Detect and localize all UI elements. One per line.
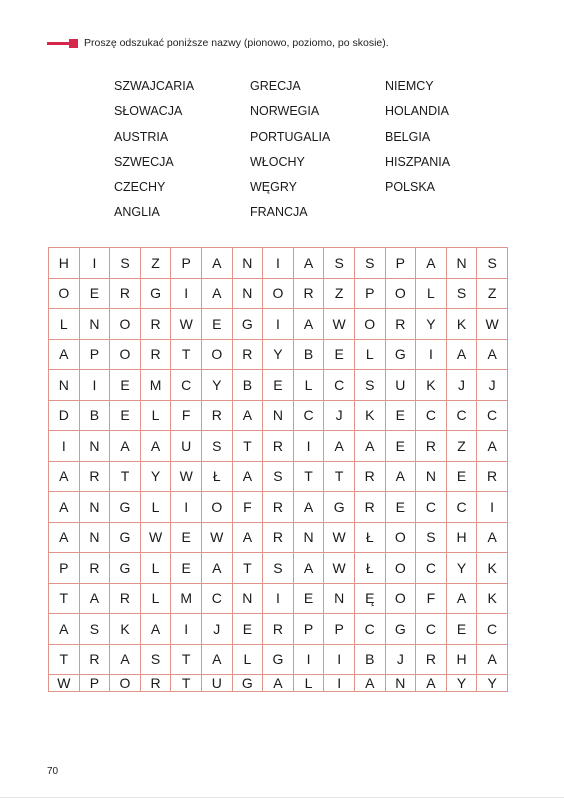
grid-cell: F [416,584,447,615]
grid-cell: C [477,614,508,645]
grid-cell: I [324,675,355,692]
grid-cell: B [233,370,264,401]
grid-cell: J [477,370,508,401]
grid-cell: H [447,523,478,554]
grid-cell: Z [324,279,355,310]
grid-cell: O [202,492,233,523]
grid-cell: E [447,462,478,493]
word-item: SŁOWACJA [114,104,183,119]
grid-cell: A [141,614,172,645]
grid-cell: E [110,370,141,401]
page-number: 70 [47,766,59,777]
grid-cell: R [141,675,172,692]
grid-cell: P [49,553,80,584]
grid-cell: R [80,645,111,676]
grid-cell: A [141,431,172,462]
word-item: ANGLIA [114,205,160,220]
grid-cell: K [355,401,386,432]
grid-cell: G [110,523,141,554]
grid-cell: P [80,675,111,692]
grid-cell: G [324,492,355,523]
grid-cell: W [202,523,233,554]
grid-cell: P [324,614,355,645]
grid-cell: A [416,248,447,279]
grid-cell: F [171,401,202,432]
grid-cell: E [386,401,417,432]
grid-cell: L [141,584,172,615]
grid-cell: R [416,645,447,676]
grid-cell: Z [477,279,508,310]
grid-cell: W [141,523,172,554]
grid-cell: T [49,584,80,615]
grid-cell: B [355,645,386,676]
grid-cell: S [355,248,386,279]
grid-cell: R [141,309,172,340]
grid-cell: K [477,584,508,615]
page-bottom-divider [0,797,564,798]
word-item: HISZPANIA [385,154,451,169]
grid-cell: K [110,614,141,645]
grid-cell: S [80,614,111,645]
grid-cell: N [294,523,325,554]
grid-cell: O [386,523,417,554]
grid-cell: L [141,553,172,584]
grid-cell: W [171,462,202,493]
grid-cell: L [294,370,325,401]
grid-cell: G [110,492,141,523]
grid-cell: K [416,370,447,401]
word-item: WĘGRY [250,180,297,195]
grid-cell: N [233,248,264,279]
grid-cell: E [263,370,294,401]
grid-cell: T [49,645,80,676]
grid-cell: A [447,340,478,371]
grid-cell: I [80,248,111,279]
grid-cell: R [263,431,294,462]
grid-cell: I [171,279,202,310]
grid-cell: Ł [202,462,233,493]
word-item: CZECHY [114,180,166,195]
grid-cell: W [49,675,80,692]
grid-cell: E [110,401,141,432]
grid-cell: N [386,675,417,692]
grid-cell: J [324,401,355,432]
grid-cell: A [447,584,478,615]
grid-cell: A [233,523,264,554]
grid-cell: A [263,675,294,692]
grid-cell: A [477,645,508,676]
grid-cell: I [263,584,294,615]
word-item: NIEMCY [385,79,434,93]
grid-cell: M [171,584,202,615]
grid-cell: O [263,279,294,310]
grid-cell: C [416,614,447,645]
grid-cell: C [416,553,447,584]
grid-cell: A [416,675,447,692]
grid-cell: R [477,462,508,493]
grid-cell: G [233,675,264,692]
grid-cell: L [141,492,172,523]
grid-cell: M [141,370,172,401]
grid-cell: N [233,584,264,615]
grid-cell: I [80,370,111,401]
grid-cell: R [386,309,417,340]
grid-cell: N [263,401,294,432]
grid-cell: O [386,553,417,584]
grid-cell: C [324,370,355,401]
grid-cell: R [355,492,386,523]
grid-cell: O [110,309,141,340]
grid-cell: E [171,523,202,554]
grid-cell: R [110,584,141,615]
grid-cell: R [416,431,447,462]
grid-cell: N [80,523,111,554]
word-column [250,76,390,228]
grid-cell: S [263,553,294,584]
word-item: HOLANDIA [385,104,449,119]
grid-cell: C [294,401,325,432]
grid-cell: K [477,553,508,584]
word-search-grid [48,247,508,692]
grid-cell: T [171,675,202,692]
grid-cell: C [202,584,233,615]
grid-cell: T [171,645,202,676]
grid-cell: E [171,553,202,584]
grid-cell: A [477,523,508,554]
grid-cell: A [294,492,325,523]
grid-cell: A [233,401,264,432]
grid-cell: D [49,401,80,432]
bullet-marker-icon [47,39,78,48]
grid-cell: E [386,492,417,523]
grid-cell: U [386,370,417,401]
grid-cell: A [49,492,80,523]
grid-cell: R [202,401,233,432]
grid-cell: N [324,584,355,615]
grid-cell: S [202,431,233,462]
grid-cell: I [171,492,202,523]
grid-cell: C [447,401,478,432]
grid-cell: P [171,248,202,279]
grid-cell: T [110,462,141,493]
word-item: SZWAJCARIA [114,79,195,93]
grid-cell: N [416,462,447,493]
word-column [114,76,254,228]
word-column [385,76,525,202]
grid-cell: L [141,401,172,432]
grid-cell: A [355,431,386,462]
grid-cell: W [324,553,355,584]
grid-cell: O [110,675,141,692]
grid-cell: L [49,309,80,340]
instruction [47,37,389,49]
grid-cell: Ł [355,553,386,584]
grid-cell: R [233,340,264,371]
grid-cell: A [202,248,233,279]
grid-cell: A [324,431,355,462]
grid-cell: P [294,614,325,645]
grid-cell: Y [263,340,294,371]
grid-cell: R [263,492,294,523]
grid-cell: G [386,614,417,645]
grid-cell: S [355,370,386,401]
grid-cell: A [49,462,80,493]
grid-cell: W [324,523,355,554]
grid-cell: G [233,309,264,340]
grid-cell: L [233,645,264,676]
grid-cell: A [294,309,325,340]
grid-cell: E [324,340,355,371]
grid-cell: C [477,401,508,432]
instruction-text: Proszę odszukać poniższe nazwy (pionowo, poziomo, po skosie). [84,37,389,49]
grid-cell: P [80,340,111,371]
grid-cell: T [324,462,355,493]
grid-cell: A [202,553,233,584]
word-item: GRECJA [250,79,301,93]
grid-cell: L [416,279,447,310]
grid-cell: S [447,279,478,310]
grid-cell: Y [416,309,447,340]
grid-cell: C [416,401,447,432]
grid-cell: L [294,675,325,692]
grid-cell: R [141,340,172,371]
grid-cell: Ł [355,523,386,554]
grid-cell: A [477,340,508,371]
grid-cell: A [49,340,80,371]
grid-cell: I [263,309,294,340]
grid-cell: K [447,309,478,340]
grid-cell: O [355,309,386,340]
word-item: WŁOCHY [250,154,305,169]
grid-cell: B [80,401,111,432]
grid-cell: W [477,309,508,340]
grid-cell: I [416,340,447,371]
grid-cell: F [233,492,264,523]
grid-cell: Z [447,431,478,462]
grid-cell: Y [477,675,508,692]
grid-cell: Y [202,370,233,401]
grid-cell: A [202,645,233,676]
grid-cell: E [294,584,325,615]
grid-cell: R [110,279,141,310]
grid-cell: R [263,523,294,554]
grid-cell: A [110,645,141,676]
grid-cell: A [49,523,80,554]
grid-cell: R [80,553,111,584]
grid-cell: Y [141,462,172,493]
grid-cell: I [49,431,80,462]
grid-cell: N [80,492,111,523]
grid-cell: A [49,614,80,645]
grid-cell: N [447,248,478,279]
grid-cell: H [447,645,478,676]
grid-cell: O [386,584,417,615]
grid-cell: U [171,431,202,462]
grid-cell: B [294,340,325,371]
grid-cell: I [324,645,355,676]
grid-cell: J [447,370,478,401]
grid-cell: T [294,462,325,493]
grid-cell: Y [447,675,478,692]
grid-cell: T [171,340,202,371]
word-item: FRANCJA [250,205,308,220]
grid-cell: N [49,370,80,401]
grid-cell: L [355,340,386,371]
grid-cell: G [141,279,172,310]
grid-cell: N [80,309,111,340]
grid-cell: C [447,492,478,523]
grid-cell: E [447,614,478,645]
grid-cell: A [386,462,417,493]
grid-cell: P [355,279,386,310]
grid-cell: J [386,645,417,676]
grid-cell: S [141,645,172,676]
grid-cell: T [233,431,264,462]
grid-cell: S [477,248,508,279]
grid-cell: A [355,675,386,692]
grid-cell: S [110,248,141,279]
word-item: SZWECJA [114,154,174,169]
grid-cell: S [263,462,294,493]
grid-cell: I [294,431,325,462]
grid-cell: A [477,431,508,462]
grid-cell: J [202,614,233,645]
grid-cell: G [386,340,417,371]
grid-cell: R [263,614,294,645]
grid-cell: O [386,279,417,310]
grid-cell: I [263,248,294,279]
grid-cell: O [110,340,141,371]
grid-cell: O [49,279,80,310]
grid-cell: S [416,523,447,554]
grid-cell: A [233,462,264,493]
grid-cell: I [477,492,508,523]
grid-cell: O [202,340,233,371]
grid-cell: A [110,431,141,462]
grid-cell: S [324,248,355,279]
grid-cell: N [233,279,264,310]
grid-cell: R [294,279,325,310]
grid-cell: C [355,614,386,645]
word-item: NORWEGIA [250,104,320,119]
grid-cell: A [80,584,111,615]
grid-cell: E [80,279,111,310]
grid-cell: R [80,462,111,493]
grid-cell: H [49,248,80,279]
grid-cell: W [324,309,355,340]
grid-cell: I [294,645,325,676]
word-item: BELGIA [385,129,431,144]
grid-cell: R [355,462,386,493]
grid-cell: E [386,431,417,462]
grid-cell: E [233,614,264,645]
grid-cell: I [171,614,202,645]
grid-cell: G [110,553,141,584]
grid-cell: Y [447,553,478,584]
word-item: AUSTRIA [114,129,169,144]
word-item: POLSKA [385,180,436,195]
grid-cell: A [294,248,325,279]
grid-cell: Z [141,248,172,279]
grid-cell: W [171,309,202,340]
grid-cell: U [202,675,233,692]
grid-cell: A [294,553,325,584]
grid-cell: N [80,431,111,462]
grid-cell: E [202,309,233,340]
grid-cell: G [263,645,294,676]
grid-cell: T [233,553,264,584]
grid-cell: P [386,248,417,279]
grid-cell: Ę [355,584,386,615]
grid-cell: C [171,370,202,401]
grid-cell: C [416,492,447,523]
grid-cell: A [202,279,233,310]
word-item: PORTUGALIA [250,129,331,144]
